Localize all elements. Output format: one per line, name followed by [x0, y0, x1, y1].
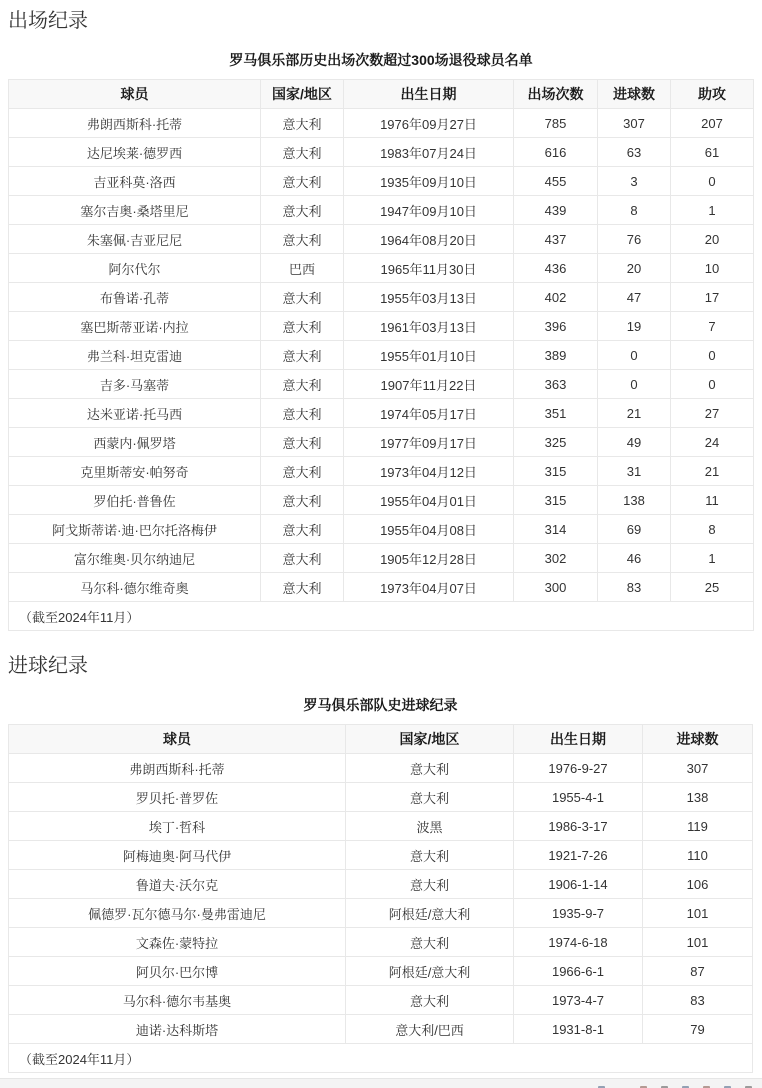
column-header: 球员: [9, 725, 346, 754]
table-cell: 8: [598, 196, 671, 225]
table-cell: 意大利/巴西: [346, 1015, 514, 1044]
table-cell: 1976年09月27日: [344, 109, 514, 138]
table-cell: 315: [514, 486, 598, 515]
table-cell: 25: [671, 573, 754, 602]
table-cell: 21: [598, 399, 671, 428]
footnote-row: [9, 1044, 753, 1073]
goal-table-caption: 罗马俱乐部队史进球纪录: [303, 697, 458, 713]
table-cell: 阿梅迪奥·阿马代伊: [9, 841, 346, 870]
table-cell: 文森佐·蒙特拉: [9, 928, 346, 957]
table-cell: 吉多·马塞蒂: [9, 370, 261, 399]
table-cell: 意大利: [261, 341, 344, 370]
table-cell: 1974年05月17日: [344, 399, 514, 428]
column-header: 出场次数: [514, 80, 598, 109]
table-cell: 20: [671, 225, 754, 254]
table-cell: 1966-6-1: [514, 957, 643, 986]
table-row: [9, 428, 754, 457]
section-heading-appearances: 出场纪录: [8, 10, 88, 32]
table-row: [9, 399, 754, 428]
table-cell: 1955-4-1: [514, 783, 643, 812]
table-cell: 阿贝尔·巴尔博: [9, 957, 346, 986]
table-cell: 意大利: [261, 196, 344, 225]
table-cell: 塞巴斯蒂亚诺·内拉: [9, 312, 261, 341]
appearance-table-body: [9, 109, 754, 602]
table-cell: 罗伯托·普鲁佐: [9, 486, 261, 515]
section-heading-goals: 进球纪录: [8, 655, 88, 677]
table-cell: 1976-9-27: [514, 754, 643, 783]
table-cell: 389: [514, 341, 598, 370]
appearance-table-footer: [9, 602, 754, 631]
table-cell: 138: [643, 783, 753, 812]
footnote-row: [9, 602, 754, 631]
table-cell: 波黑: [346, 812, 514, 841]
table-cell: 436: [514, 254, 598, 283]
table-cell: 83: [598, 573, 671, 602]
table-cell: 31: [598, 457, 671, 486]
table-cell: 314: [514, 515, 598, 544]
table-cell: 69: [598, 515, 671, 544]
table-cell: 20: [598, 254, 671, 283]
clipped-page-footer: [0, 1078, 762, 1088]
table-cell: 埃丁·哲科: [9, 812, 346, 841]
article-content: [0, 8, 762, 1073]
table-cell: 意大利: [346, 870, 514, 899]
table-row: [9, 544, 754, 573]
table-row: [9, 841, 753, 870]
table-cell: 1964年08月20日: [344, 225, 514, 254]
table-cell: 616: [514, 138, 598, 167]
table-cell: 46: [598, 544, 671, 573]
table-cell: 意大利: [261, 399, 344, 428]
table-cell: 意大利: [261, 573, 344, 602]
table-cell: 1961年03月13日: [344, 312, 514, 341]
header-row: [9, 80, 754, 109]
table-cell: 意大利: [261, 544, 344, 573]
table-cell: 1907年11月22日: [344, 370, 514, 399]
table-cell: 315: [514, 457, 598, 486]
table-cell: 1906-1-14: [514, 870, 643, 899]
table-cell: 439: [514, 196, 598, 225]
table-row: [9, 573, 754, 602]
table-cell: 396: [514, 312, 598, 341]
table-cell: 307: [598, 109, 671, 138]
table-cell: 1973年04月07日: [344, 573, 514, 602]
table-cell: 27: [671, 399, 754, 428]
table-cell: 10: [671, 254, 754, 283]
table-cell: 61: [671, 138, 754, 167]
table-cell: 351: [514, 399, 598, 428]
column-header: 球员: [9, 80, 261, 109]
table-cell: 1931-8-1: [514, 1015, 643, 1044]
table-cell: 阿戈斯蒂诺·迪·巴尔托洛梅伊: [9, 515, 261, 544]
table-cell: 87: [643, 957, 753, 986]
table-row: [9, 486, 754, 515]
goal-table-header: [9, 725, 753, 754]
table-cell: 0: [598, 370, 671, 399]
section-gap: [8, 631, 754, 645]
table-cell: 1955年03月13日: [344, 283, 514, 312]
column-header: 国家/地区: [346, 725, 514, 754]
table-cell: 弗朗西斯科·托蒂: [9, 109, 261, 138]
table-cell: 富尔维奥·贝尔纳迪尼: [9, 544, 261, 573]
table-cell: 21: [671, 457, 754, 486]
column-header: 助攻: [671, 80, 754, 109]
table-cell: 0: [598, 341, 671, 370]
table-cell: 1921-7-26: [514, 841, 643, 870]
table-row: [9, 783, 753, 812]
table-cell: 1955年01月10日: [344, 341, 514, 370]
table-row: [9, 370, 754, 399]
table-cell: 63: [598, 138, 671, 167]
table-cell: 阿根廷/意大利: [346, 957, 514, 986]
table-cell: 785: [514, 109, 598, 138]
table-row: [9, 283, 754, 312]
table-cell: 0: [671, 167, 754, 196]
table-cell: 110: [643, 841, 753, 870]
table-row: [9, 312, 754, 341]
goal-records-table: [8, 691, 753, 1073]
table-row: [9, 870, 753, 899]
table-cell: 1965年11月30日: [344, 254, 514, 283]
table-cell: 1935-9-7: [514, 899, 643, 928]
table-cell: 1955年04月01日: [344, 486, 514, 515]
table-row: [9, 986, 753, 1015]
table-cell: 阿尔代尔: [9, 254, 261, 283]
table-cell: 马尔科·德尔韦基奥: [9, 986, 346, 1015]
table-row: [9, 1015, 753, 1044]
table-cell: 意大利: [261, 283, 344, 312]
table-cell: 402: [514, 283, 598, 312]
table-cell: 325: [514, 428, 598, 457]
table-cell: 意大利: [261, 457, 344, 486]
table-cell: 8: [671, 515, 754, 544]
table-cell: 朱塞佩·吉亚尼尼: [9, 225, 261, 254]
column-header: 进球数: [643, 725, 753, 754]
table-cell: 1983年07月24日: [344, 138, 514, 167]
table-cell: 意大利: [261, 486, 344, 515]
table-cell: 1974-6-18: [514, 928, 643, 957]
table-cell: 79: [643, 1015, 753, 1044]
table-cell: 47: [598, 283, 671, 312]
table-cell: 1973年04月12日: [344, 457, 514, 486]
table-cell: 83: [643, 986, 753, 1015]
table-cell: 克里斯蒂安·帕努奇: [9, 457, 261, 486]
table-row: [9, 109, 754, 138]
table-cell: 1: [671, 544, 754, 573]
table-cell: 马尔科·德尔维奇奥: [9, 573, 261, 602]
table-cell: 意大利: [346, 986, 514, 1015]
table-cell: 455: [514, 167, 598, 196]
column-header: 国家/地区: [261, 80, 344, 109]
table-cell: 49: [598, 428, 671, 457]
table-cell: 巴西: [261, 254, 344, 283]
table-cell: 意大利: [346, 841, 514, 870]
table-cell: 0: [671, 341, 754, 370]
column-header: 出生日期: [514, 725, 643, 754]
table-cell: 101: [643, 899, 753, 928]
table-cell: 7: [671, 312, 754, 341]
appearance-records-table: [8, 46, 754, 631]
table-row: [9, 457, 754, 486]
column-header: 进球数: [598, 80, 671, 109]
table-cell: 307: [643, 754, 753, 783]
table-row: [9, 225, 754, 254]
table-cell: 0: [671, 370, 754, 399]
table-row: [9, 196, 754, 225]
table-cell: 106: [643, 870, 753, 899]
table-cell: 意大利: [261, 109, 344, 138]
appearance-footnote: （截至2024年11月）: [9, 602, 754, 631]
table-cell: 罗贝托·普罗佐: [9, 783, 346, 812]
goal-table-footer: [9, 1044, 753, 1073]
table-cell: 布鲁诺·孔蒂: [9, 283, 261, 312]
table-cell: 意大利: [261, 138, 344, 167]
table-cell: 1905年12月28日: [344, 544, 514, 573]
table-cell: 1986-3-17: [514, 812, 643, 841]
table-row: [9, 254, 754, 283]
table-cell: 意大利: [346, 928, 514, 957]
table-cell: 1973-4-7: [514, 986, 643, 1015]
table-cell: 19: [598, 312, 671, 341]
table-cell: 1977年09月17日: [344, 428, 514, 457]
table-cell: 弗兰科·坦克雷迪: [9, 341, 261, 370]
table-cell: 101: [643, 928, 753, 957]
table-cell: 138: [598, 486, 671, 515]
table-cell: 阿根廷/意大利: [346, 899, 514, 928]
table-cell: 17: [671, 283, 754, 312]
table-cell: 3: [598, 167, 671, 196]
table-row: [9, 515, 754, 544]
table-row: [9, 812, 753, 841]
table-cell: 西蒙内·佩罗塔: [9, 428, 261, 457]
header-row: [9, 725, 753, 754]
goal-footnote: （截至2024年11月）: [9, 1044, 753, 1073]
table-cell: 迪诺·达科斯塔: [9, 1015, 346, 1044]
table-cell: 吉亚科莫·洛西: [9, 167, 261, 196]
table-cell: 意大利: [261, 225, 344, 254]
table-row: [9, 138, 754, 167]
table-cell: 意大利: [346, 754, 514, 783]
table-cell: 意大利: [261, 370, 344, 399]
table-cell: 意大利: [261, 312, 344, 341]
table-cell: 达米亚诺·托马西: [9, 399, 261, 428]
table-row: [9, 957, 753, 986]
table-cell: 1947年09月10日: [344, 196, 514, 225]
table-cell: 意大利: [261, 428, 344, 457]
table-cell: 塞尔吉奥·桑塔里尼: [9, 196, 261, 225]
table-cell: 意大利: [261, 515, 344, 544]
table-cell: 1955年04月08日: [344, 515, 514, 544]
table-cell: 弗朗西斯科·托蒂: [9, 754, 346, 783]
table-cell: 437: [514, 225, 598, 254]
table-cell: 300: [514, 573, 598, 602]
table-cell: 意大利: [261, 167, 344, 196]
appearance-table-caption: 罗马俱乐部历史出场次数超过300场退役球员名单: [229, 52, 533, 68]
table-cell: 207: [671, 109, 754, 138]
table-row: [9, 167, 754, 196]
table-cell: 11: [671, 486, 754, 515]
table-cell: 1: [671, 196, 754, 225]
table-cell: 意大利: [346, 783, 514, 812]
table-cell: 76: [598, 225, 671, 254]
table-cell: 119: [643, 812, 753, 841]
table-cell: 达尼埃莱·德罗西: [9, 138, 261, 167]
goal-table-body: [9, 754, 753, 1044]
table-cell: 佩德罗·瓦尔德马尔·曼弗雷迪尼: [9, 899, 346, 928]
table-row: [9, 928, 753, 957]
table-row: [9, 341, 754, 370]
table-cell: 鲁道夫·沃尔克: [9, 870, 346, 899]
appearance-table-header: [9, 80, 754, 109]
table-cell: 24: [671, 428, 754, 457]
table-cell: 1935年09月10日: [344, 167, 514, 196]
table-row: [9, 754, 753, 783]
table-cell: 302: [514, 544, 598, 573]
column-header: 出生日期: [344, 80, 514, 109]
table-row: [9, 899, 753, 928]
table-cell: 363: [514, 370, 598, 399]
